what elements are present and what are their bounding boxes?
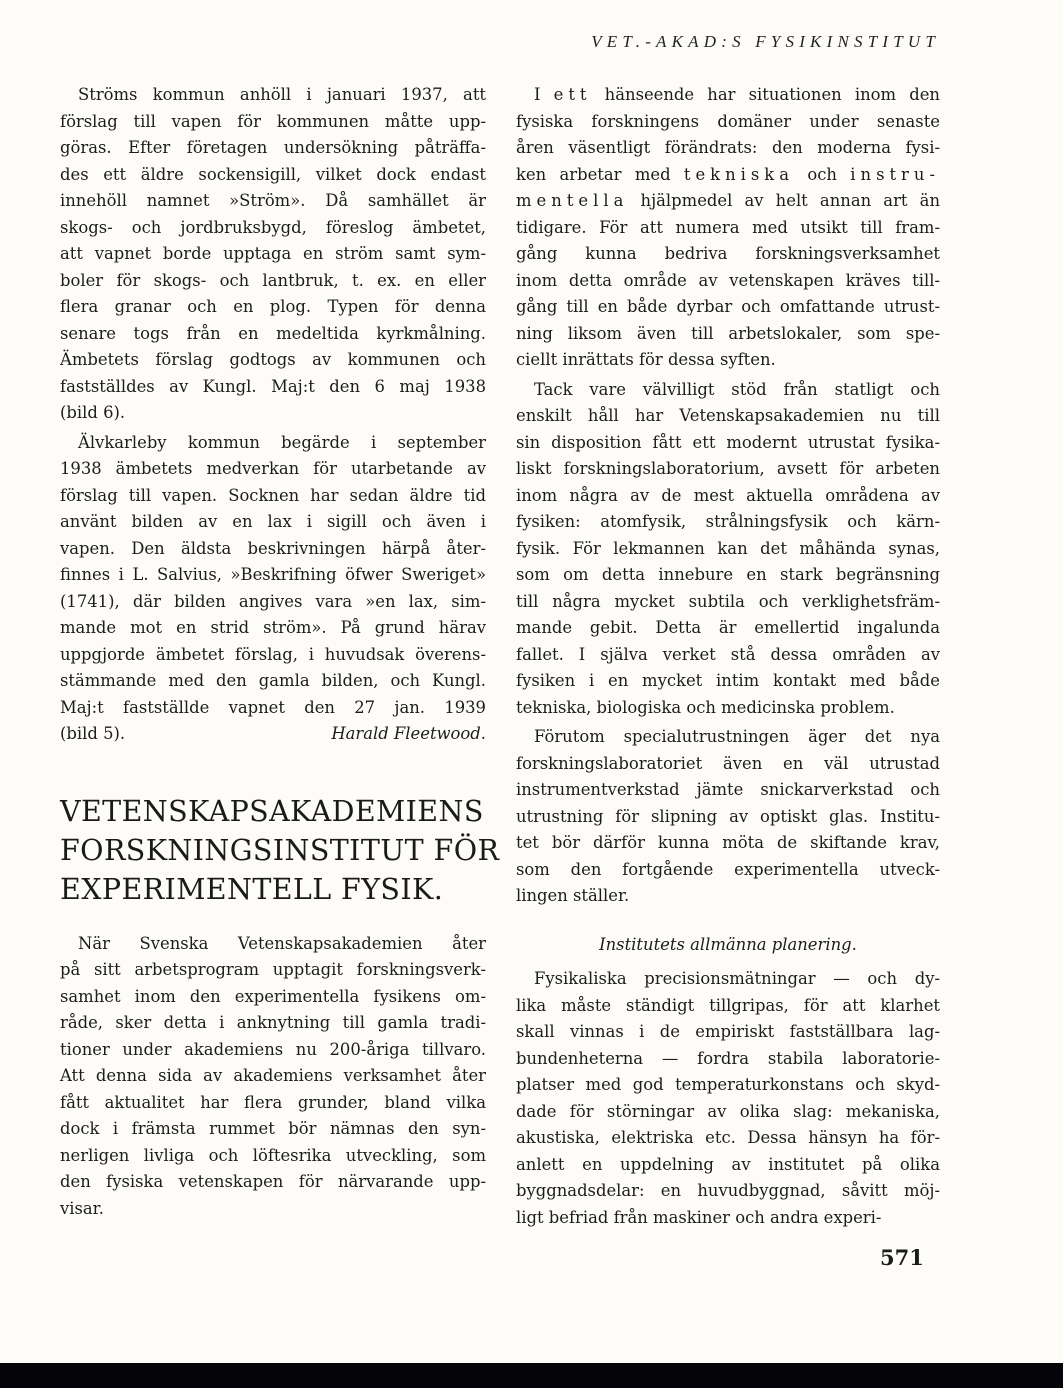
text-line: anlett en uppdelning av institutet på olika: [516, 1154, 940, 1174]
text-line: utrustning för slipning av optiskt glas. Institu-: [516, 806, 940, 826]
text-line: använt bilden av en lax i sigill och även i: [60, 512, 486, 531]
text-line: (1741), där bilden angives vara »en lax, sim-: [60, 591, 486, 611]
text-line: Att denna sida av akademiens verksamhet åter: [60, 1066, 486, 1085]
text-line: gång till en både dyrbar och omfattande utrust-: [516, 297, 940, 316]
text-line: förslag till vapen. Socknen har sedan äldre tid: [60, 485, 486, 505]
text-line: platser med god temperaturkonstans och skyd-: [516, 1075, 940, 1094]
text-line: innehöll namnet »Ström». Då samhället är: [60, 191, 486, 210]
text-line: instrumentverkstad jämte snickarverkstad och: [516, 780, 940, 799]
paragraph-i-ett-hanseende: [516, 82, 940, 374]
text-line: mande gebit. Detta är emellertid ingalunda: [516, 618, 940, 637]
text-line: lingen ställer.: [516, 886, 630, 905]
text-line: fysiken i en mycket intim kontakt med både: [516, 671, 940, 690]
text-line: Maj:t fastställde vapnet den 27 jan. 1939: [60, 697, 486, 717]
text-line: mentella hjälpmedel av helt annan art än: [516, 191, 940, 210]
text-line: visar.: [60, 1198, 104, 1218]
paragraph-tack-vare: [516, 377, 940, 722]
spaced-emphasis: ett: [553, 85, 592, 104]
text-line: ligt befriad från maskiner och andra experi-: [516, 1207, 882, 1227]
text-line: När Svenska Vetenskapsakademien åter: [78, 933, 486, 953]
text-line: åren väsentligt förändrats: den moderna fysi-: [516, 138, 940, 157]
author-signature: Harald Fleetwood.: [331, 724, 486, 743]
scan-border: [0, 1363, 1063, 1388]
text-line: flera granar och en plog. Typen för denna: [60, 297, 486, 316]
text-line: skall vinnas i de empiriskt fastställbara lag-: [516, 1022, 940, 1041]
text-line: tioner under akademiens nu 200-åriga tillvaro.: [60, 1039, 486, 1059]
text-line: fysik. För lekmannen kan det måhända synas,: [516, 538, 940, 558]
paragraph-svenska-vetenskapsakademien: [60, 931, 486, 1223]
text-line: stämmande med den gamla bilden, och Kungl.: [60, 671, 486, 690]
text-line: sin disposition fått ett modernt utrustat fysika-: [516, 432, 940, 452]
text-line: fysiska forskningens domäner under senaste: [516, 111, 940, 131]
text-line: fysiken: atomfysik, strålningsfysik och kärn-: [516, 512, 940, 531]
text-line: liskt forskningslaboratorium, avsett för arbeten: [516, 459, 940, 478]
text-line: Älvkarleby kommun begärde i september: [78, 432, 486, 452]
text-line: forskningslaboratoriet även en väl utrustad: [516, 753, 940, 773]
text-line: inom detta område av vetenskapen kräves till-: [516, 270, 940, 290]
page-number: 571: [880, 1245, 924, 1270]
text-line: byggnadsdelar: en huvudbyggnad, såvitt möj-: [516, 1181, 940, 1200]
text-line: ken arbetar med tekniska och instru-: [516, 164, 940, 184]
text-line: inom några av de mest aktuella områdena av: [516, 485, 940, 505]
section-title-line-2: FORSKNINGSINSTITUT FÖR: [60, 833, 500, 867]
running-header: VET.-AKAD:S FYSIKINSTITUT: [591, 32, 940, 51]
text-line: till några mycket subtila och verklighetsfräm-: [516, 591, 940, 611]
text-line: samhet inom den experimentella fysikens om-: [60, 986, 486, 1006]
text-line: I ett hänseende har situationen inom den: [534, 85, 940, 104]
text-line: Fysikaliska precisionsmätningar — och dy-: [534, 969, 940, 988]
section-title: [60, 792, 500, 909]
text-line: Förutom specialutrustningen äger det nya: [534, 727, 940, 746]
text-line: som om detta innebure en stark begränsning: [516, 565, 940, 584]
paragraph-stroms-kommun: [60, 82, 486, 427]
text-line: nerligen livliga och löftesrika utveckling, som: [60, 1145, 486, 1165]
text-line: skogs- och jordbruksbygd, föreslog ämbetet,: [60, 217, 486, 237]
text-line: på sitt arbetsprogram upptagit forskningsverk-: [60, 960, 486, 979]
left-column: [60, 82, 500, 1225]
text-line: dock i främsta rummet bör nämnas den syn-: [60, 1119, 486, 1138]
section-title-line-3: EXPERIMENTELL FYSIK.: [60, 872, 444, 906]
text-line: lika måste ständigt tillgripas, för att klarhet: [516, 995, 940, 1015]
text-line: boler för skogs- och lantbruk, t. ex. en eller: [60, 270, 486, 290]
text-line: Tack vare välvilligt stöd från statligt och: [534, 379, 940, 399]
spaced-emphasis: instru-: [850, 164, 940, 184]
right-column: [516, 82, 940, 1234]
text-line: ciellt inrättats för dessa syften.: [516, 350, 776, 369]
text-line: (bild 5). Harald Fleetwood.: [60, 721, 486, 748]
text-line: tet bör därför kunna möta de skiftande krav,: [516, 833, 940, 852]
spaced-emphasis: tekniska: [683, 164, 795, 184]
text-line: senare togs från en medeltida kyrkmålning.: [60, 323, 486, 343]
text-line: gång kunna bedriva forskningsverksamhet: [516, 244, 940, 263]
text-line: fått aktualitet har flera grunder, bland vilka: [60, 1092, 486, 1112]
text-line: vapen. Den äldsta beskrivningen härpå åter-: [60, 538, 486, 558]
text-line: akustiska, elektriska etc. Dessa hänsyn ha för-: [516, 1128, 940, 1147]
text-line: ning liksom även till arbetslokaler, som spe-: [516, 323, 940, 343]
text-line: dade för störningar av olika slag: mekaniska,: [516, 1101, 940, 1121]
text-line: råde, sker detta i anknytning till gamla tradi-: [60, 1013, 486, 1032]
text-line: fallet. I själva verket stå dessa områden av: [516, 644, 940, 664]
text-line: den fysiska vetenskapen för närvarande upp-: [60, 1172, 486, 1191]
paragraph-forutom: [516, 724, 940, 910]
text-line: fastställdes av Kungl. Maj:t den 6 maj 1938: [60, 376, 486, 396]
text-line: Ämbetets förslag godtogs av kommunen och: [60, 350, 486, 369]
text-line: Ströms kommun anhöll i januari 1937, att: [78, 85, 486, 104]
text-line: enskilt håll har Vetenskapsakademien nu till: [516, 406, 940, 425]
paragraph-alvkarleby-kommun: [60, 430, 486, 748]
text-line: des ett äldre sockensigill, vilket dock endast: [60, 164, 486, 184]
text-line: 1938 ämbetets medverkan för utarbetande av: [60, 459, 486, 478]
paragraph-fysikaliska-precisionsmatningar: [516, 966, 940, 1231]
subheading-institutets-planering: Institutets allmänna planering.: [599, 934, 857, 954]
text-line: göras. Efter företagen undersökning påträffa-: [60, 138, 486, 157]
text-line: tekniska, biologiska och medicinska problem.: [516, 697, 895, 717]
text-line: finnes i L. Salvius, »Beskrifning öfwer Sweriget»: [60, 565, 486, 584]
text-line: förslag till vapen för kommunen måtte upp-: [60, 111, 486, 131]
text-line: tidigare. För att numera med utsikt till fram-: [516, 217, 940, 237]
section-title-line-1: VETENSKAPSAKADEMIENS: [60, 794, 484, 828]
text-line: som den fortgående experimentella utveck-: [516, 859, 940, 879]
text-line: mande mot en strid ström». På grund härav: [60, 618, 486, 637]
text-line: bundenheterna — fordra stabila laboratorie-: [516, 1048, 940, 1068]
text-line: (bild 6).: [60, 403, 126, 422]
text-line: att vapnet borde upptaga en ström samt sym-: [60, 244, 486, 263]
text-line: uppgjorde ämbetet förslag, i huvudsak överens-: [60, 644, 486, 664]
spaced-emphasis: mentella: [516, 191, 629, 210]
